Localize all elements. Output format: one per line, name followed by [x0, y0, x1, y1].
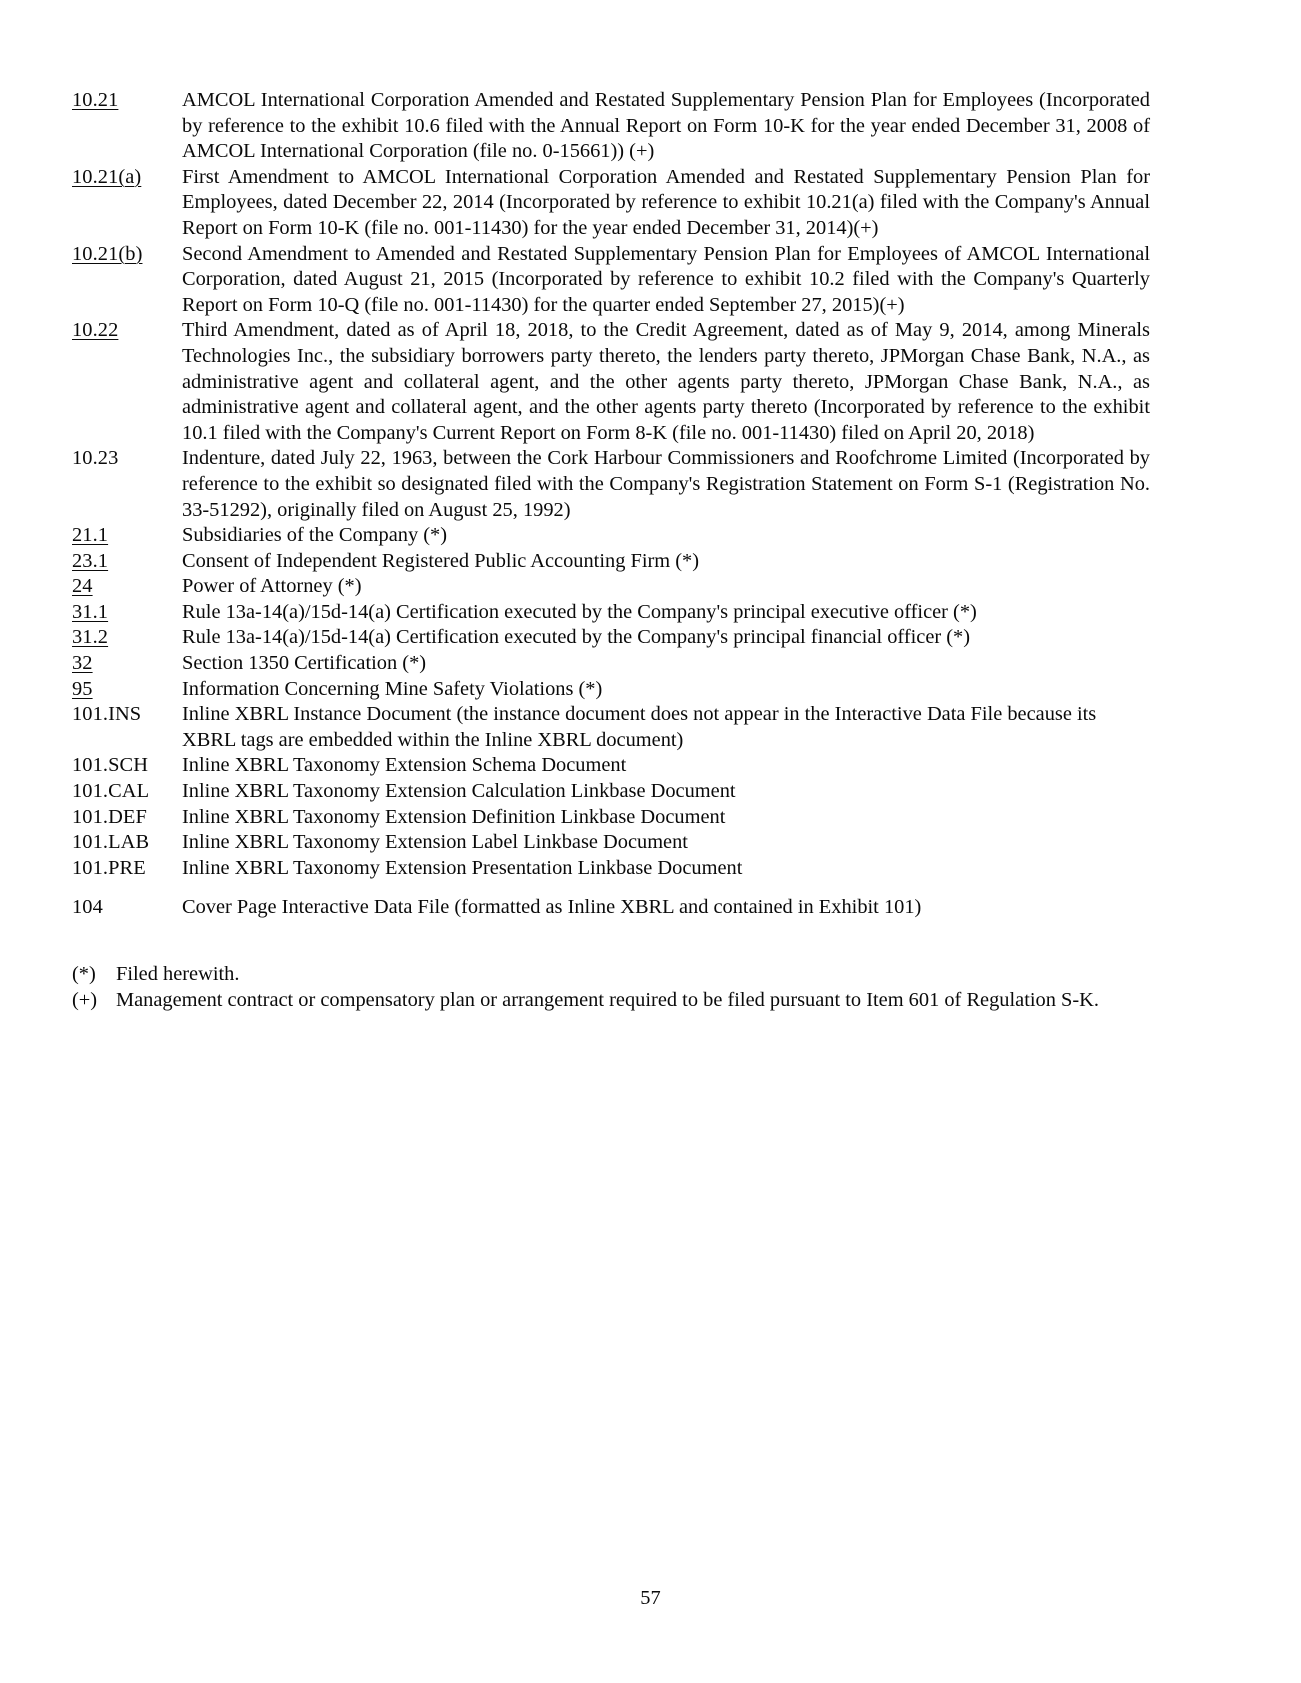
exhibit-number-link[interactable]: 95	[72, 677, 93, 700]
exhibit-number[interactable]	[72, 165, 182, 191]
exhibit-row	[72, 625, 1150, 651]
page-number: 57	[640, 1587, 661, 1609]
exhibit-number[interactable]	[72, 318, 182, 344]
exhibit-row	[72, 779, 1150, 805]
exhibit-description: First Amendment to AMCOL International Corporation Amended and Restated Supplementary Pension Plan for Employees, dated December 22, 2014 (Incorporated by reference to exhibit 10.21(a) filed with the Company's Annual Report on Form 10-K (file no. 001-11430) for the year ended December 31, 2014)(+)	[182, 165, 1150, 239]
exhibit-row	[72, 702, 1150, 753]
exhibit-number: 101.SCH	[72, 754, 149, 777]
exhibit-description: Rule 13a-14(a)/15d-14(a) Certification executed by the Company's principal financial officer (*)	[182, 626, 971, 649]
exhibit-description: Inline XBRL Taxonomy Extension Label Linkbase Document	[182, 831, 688, 854]
exhibit-number: 101.PRE	[72, 856, 146, 879]
exhibit-row	[72, 856, 1150, 882]
exhibit-description: Rule 13a-14(a)/15d-14(a) Certification executed by the Company's principal executive officer (*)	[182, 600, 977, 623]
exhibit-number[interactable]	[72, 242, 182, 268]
footnote	[72, 987, 1150, 1013]
exhibit-number[interactable]	[72, 625, 182, 651]
exhibit-description: AMCOL International Corporation Amended and Restated Supplementary Pension Plan for Employees (Incorporated by reference to the exhibit 10.6 filed with the Annual Report on Form 10-K for the year ended December 31, 2008 of AMCOL International Corporation (file no. 0-15661)) (+)	[182, 89, 1150, 163]
exhibit-number[interactable]	[72, 600, 182, 626]
exhibit-number-link[interactable]: 10.21(a)	[72, 165, 142, 188]
exhibit-number-link[interactable]: 24	[72, 575, 93, 598]
exhibit-row	[72, 830, 1150, 856]
exhibit-number[interactable]	[72, 574, 182, 600]
exhibit-number-link[interactable]: 21.1	[72, 524, 109, 547]
exhibit-row	[72, 753, 1150, 779]
exhibit-row	[72, 574, 1150, 600]
exhibit-number: 10.23	[72, 447, 119, 470]
exhibit-list	[72, 88, 1150, 921]
exhibit-number-link[interactable]: 31.2	[72, 626, 109, 649]
exhibit-row	[72, 165, 1150, 242]
exhibit-description: Inline XBRL Taxonomy Extension Presentation Linkbase Document	[182, 856, 743, 879]
exhibit-description: Section 1350 Certification (*)	[182, 652, 427, 675]
footnote	[72, 961, 1150, 987]
exhibit-number[interactable]	[72, 677, 182, 703]
exhibit-number: 104	[72, 896, 103, 919]
exhibit-description: Inline XBRL Taxonomy Extension Definition Linkbase Document	[182, 805, 726, 828]
exhibit-index-body	[72, 88, 1150, 1013]
exhibit-description: Indenture, dated July 22, 1963, between the Cork Harbour Commissioners and Roofchrome Limited (Incorporated by reference to the exhibit so designated filed with the Company's Registration Statement on Form S-1 (Registration No. 33-51292), originally filed on August 25, 1992)	[182, 447, 1150, 521]
exhibit-description: Subsidiaries of the Company (*)	[182, 524, 448, 547]
exhibit-row	[72, 895, 1150, 921]
footnote-text: Management contract or compensatory plan or arrangement required to be filed pursuant to Item 601 of Regulation S-K.	[116, 989, 1099, 1011]
footnote-text: Filed herewith.	[116, 963, 240, 985]
exhibit-number-link[interactable]: 32	[72, 652, 93, 675]
exhibit-row	[72, 523, 1150, 549]
exhibit-number: 101.INS	[72, 703, 142, 726]
exhibit-description: Consent of Independent Registered Public Accounting Firm (*)	[182, 549, 700, 572]
exhibit-row	[72, 677, 1150, 703]
exhibit-row	[72, 600, 1150, 626]
exhibit-row	[72, 242, 1150, 319]
exhibit-description: Inline XBRL Instance Document (the instance document does not appear in the Interactive Data File because its XBRL tags are embedded within the Inline XBRL document)	[182, 703, 1097, 751]
exhibit-description: Third Amendment, dated as of April 18, 2018, to the Credit Agreement, dated as of May 9, 2014, among Minerals Technologies Inc., the subsidiary borrowers party thereto, the lenders party thereto, JPMorgan Chase Bank, N.A., as administrative agent and collateral agent, and the other agents party thereto, JPMorgan Chase Bank, N.A., as administrative agent and collateral agent, and the other agents party thereto (Incorporated by reference to the exhibit 10.1 filed with the Company's Current Report on Form 8-K (file no. 001-11430) filed on April 20, 2018)	[182, 319, 1150, 444]
exhibit-number-link[interactable]: 10.21(b)	[72, 242, 143, 265]
exhibit-description: Inline XBRL Taxonomy Extension Calculation Linkbase Document	[182, 780, 736, 803]
exhibit-number[interactable]	[72, 651, 182, 677]
exhibit-number[interactable]	[72, 523, 182, 549]
exhibit-row	[72, 549, 1150, 575]
exhibit-description: Information Concerning Mine Safety Violations (*)	[182, 677, 603, 700]
exhibit-row	[72, 446, 1150, 523]
exhibit-description: Power of Attorney (*)	[182, 575, 362, 598]
footnote-marker: (+)	[72, 989, 98, 1011]
footnote-marker: (*)	[72, 963, 96, 985]
exhibit-number-link[interactable]: 10.21	[72, 89, 119, 111]
exhibit-number: 101.LAB	[72, 831, 150, 854]
exhibit-row	[72, 805, 1150, 831]
exhibit-number-link[interactable]: 23.1	[72, 549, 109, 572]
exhibit-number[interactable]	[72, 88, 182, 114]
exhibit-row	[72, 88, 1150, 165]
exhibit-description: Inline XBRL Taxonomy Extension Schema Document	[182, 754, 627, 777]
exhibit-row	[72, 651, 1150, 677]
exhibit-description: Second Amendment to Amended and Restated Supplementary Pension Plan for Employees of AMCOL International Corporation, dated August 21, 2015 (Incorporated by reference to exhibit 10.2 filed with the Company's Quarterly Report on Form 10-Q (file no. 001-11430) for the quarter ended September 27, 2015)(+)	[182, 242, 1150, 316]
exhibit-number-link[interactable]: 31.1	[72, 600, 109, 623]
exhibit-number[interactable]	[72, 549, 182, 575]
exhibit-number-link[interactable]: 10.22	[72, 319, 119, 342]
exhibit-description: Cover Page Interactive Data File (formatted as Inline XBRL and contained in Exhibit 101)	[182, 896, 922, 919]
exhibit-row	[72, 318, 1150, 446]
footnote-list	[72, 961, 1150, 1013]
exhibit-number: 101.CAL	[72, 780, 150, 803]
exhibit-number: 101.DEF	[72, 805, 147, 828]
